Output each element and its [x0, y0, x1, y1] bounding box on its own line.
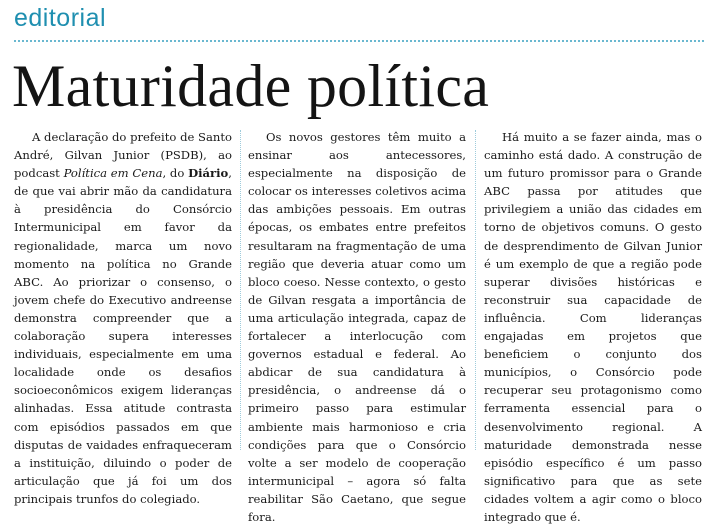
- article-column-2: [248, 128, 466, 524]
- article-columns: [14, 128, 704, 524]
- section-label: editorial: [14, 4, 107, 32]
- column-divider: [240, 130, 241, 450]
- article-column-1: [14, 128, 233, 506]
- paragraph-2: Os novos gestores têm muito a ensinar aos antecessores, especialmente na disposição de colocar os interesses coletivos acima das ambições pessoais. Em outras épocas, os embates entre prefeitos resultaram na fragmentação de uma região que deveria atuar como um bloco coeso. Nesse contexto, o gesto de Gilvan resgata a importância de uma articulação integrada, capaz de fortalecer a interlocução com governos estadual e federal. Ao abdicar de sua candidatura à presidência, o andreense dá o primeiro passo para estimular ambiente mais harmonioso e cria condições para que o Consórcio volte a ser modelo de cooperação intermunicipal – agora só falta reabilitar São Caetano, que segue fora.: [248, 130, 466, 524]
- paragraph-3: Há muito a se fazer ainda, mas o caminho está dado. A construção de um futuro promissor para o Grande ABC passa por atitudes que privilegiem a união das cidades em torno de objetivos comuns. O gesto de desprendimento de Gilvan Junior é um exemplo de que a região pode superar divisões históricas e reconstruir sua capacidade de influência. Com lideranças engajadas em projetos que beneficiem o conjunto dos municípios, o Consórcio pode recuperar seu protagonismo como ferramenta essencial para o desenvolvimento regional. A maturidade demonstrada nesse episódio específico é um passo significativo para que as sete cidades voltem a agir como o bloco integrado que é.: [484, 130, 702, 524]
- column-divider: [475, 130, 476, 450]
- text-segment: , de que vai abrir mão da candidatura à presidência do Consórcio Intermunicipal em favor da regionalidade, marca um novo momento na política no Grande ABC. Ao priorizar o consenso, o jovem chefe do Executivo andreense demonstra compreender que a colaboração supera interesses individuais, especialmente em uma localidade onde os desafios socioeconômicos exigem lideranças alinhadas. Essa atitude contrasta com episódios passados em que disputas de vaidades enfraqueceram a instituição, diluindo o poder de articulação que já foi um dos principais trunfos do colegiado.: [14, 166, 232, 506]
- paragraph-1: [14, 128, 232, 508]
- text-segment: A declaração do prefeito de Santo André, Gilvan Junior (PSDB), ao podcast: [14, 130, 233, 181]
- article-column-3: [484, 128, 702, 524]
- headline: Maturidade política: [12, 53, 490, 119]
- newspaper-name: Diário: [188, 166, 229, 181]
- podcast-name: Política em Cena: [63, 166, 163, 181]
- text-segment: , do: [162, 166, 189, 181]
- section-divider-rule: [14, 40, 704, 42]
